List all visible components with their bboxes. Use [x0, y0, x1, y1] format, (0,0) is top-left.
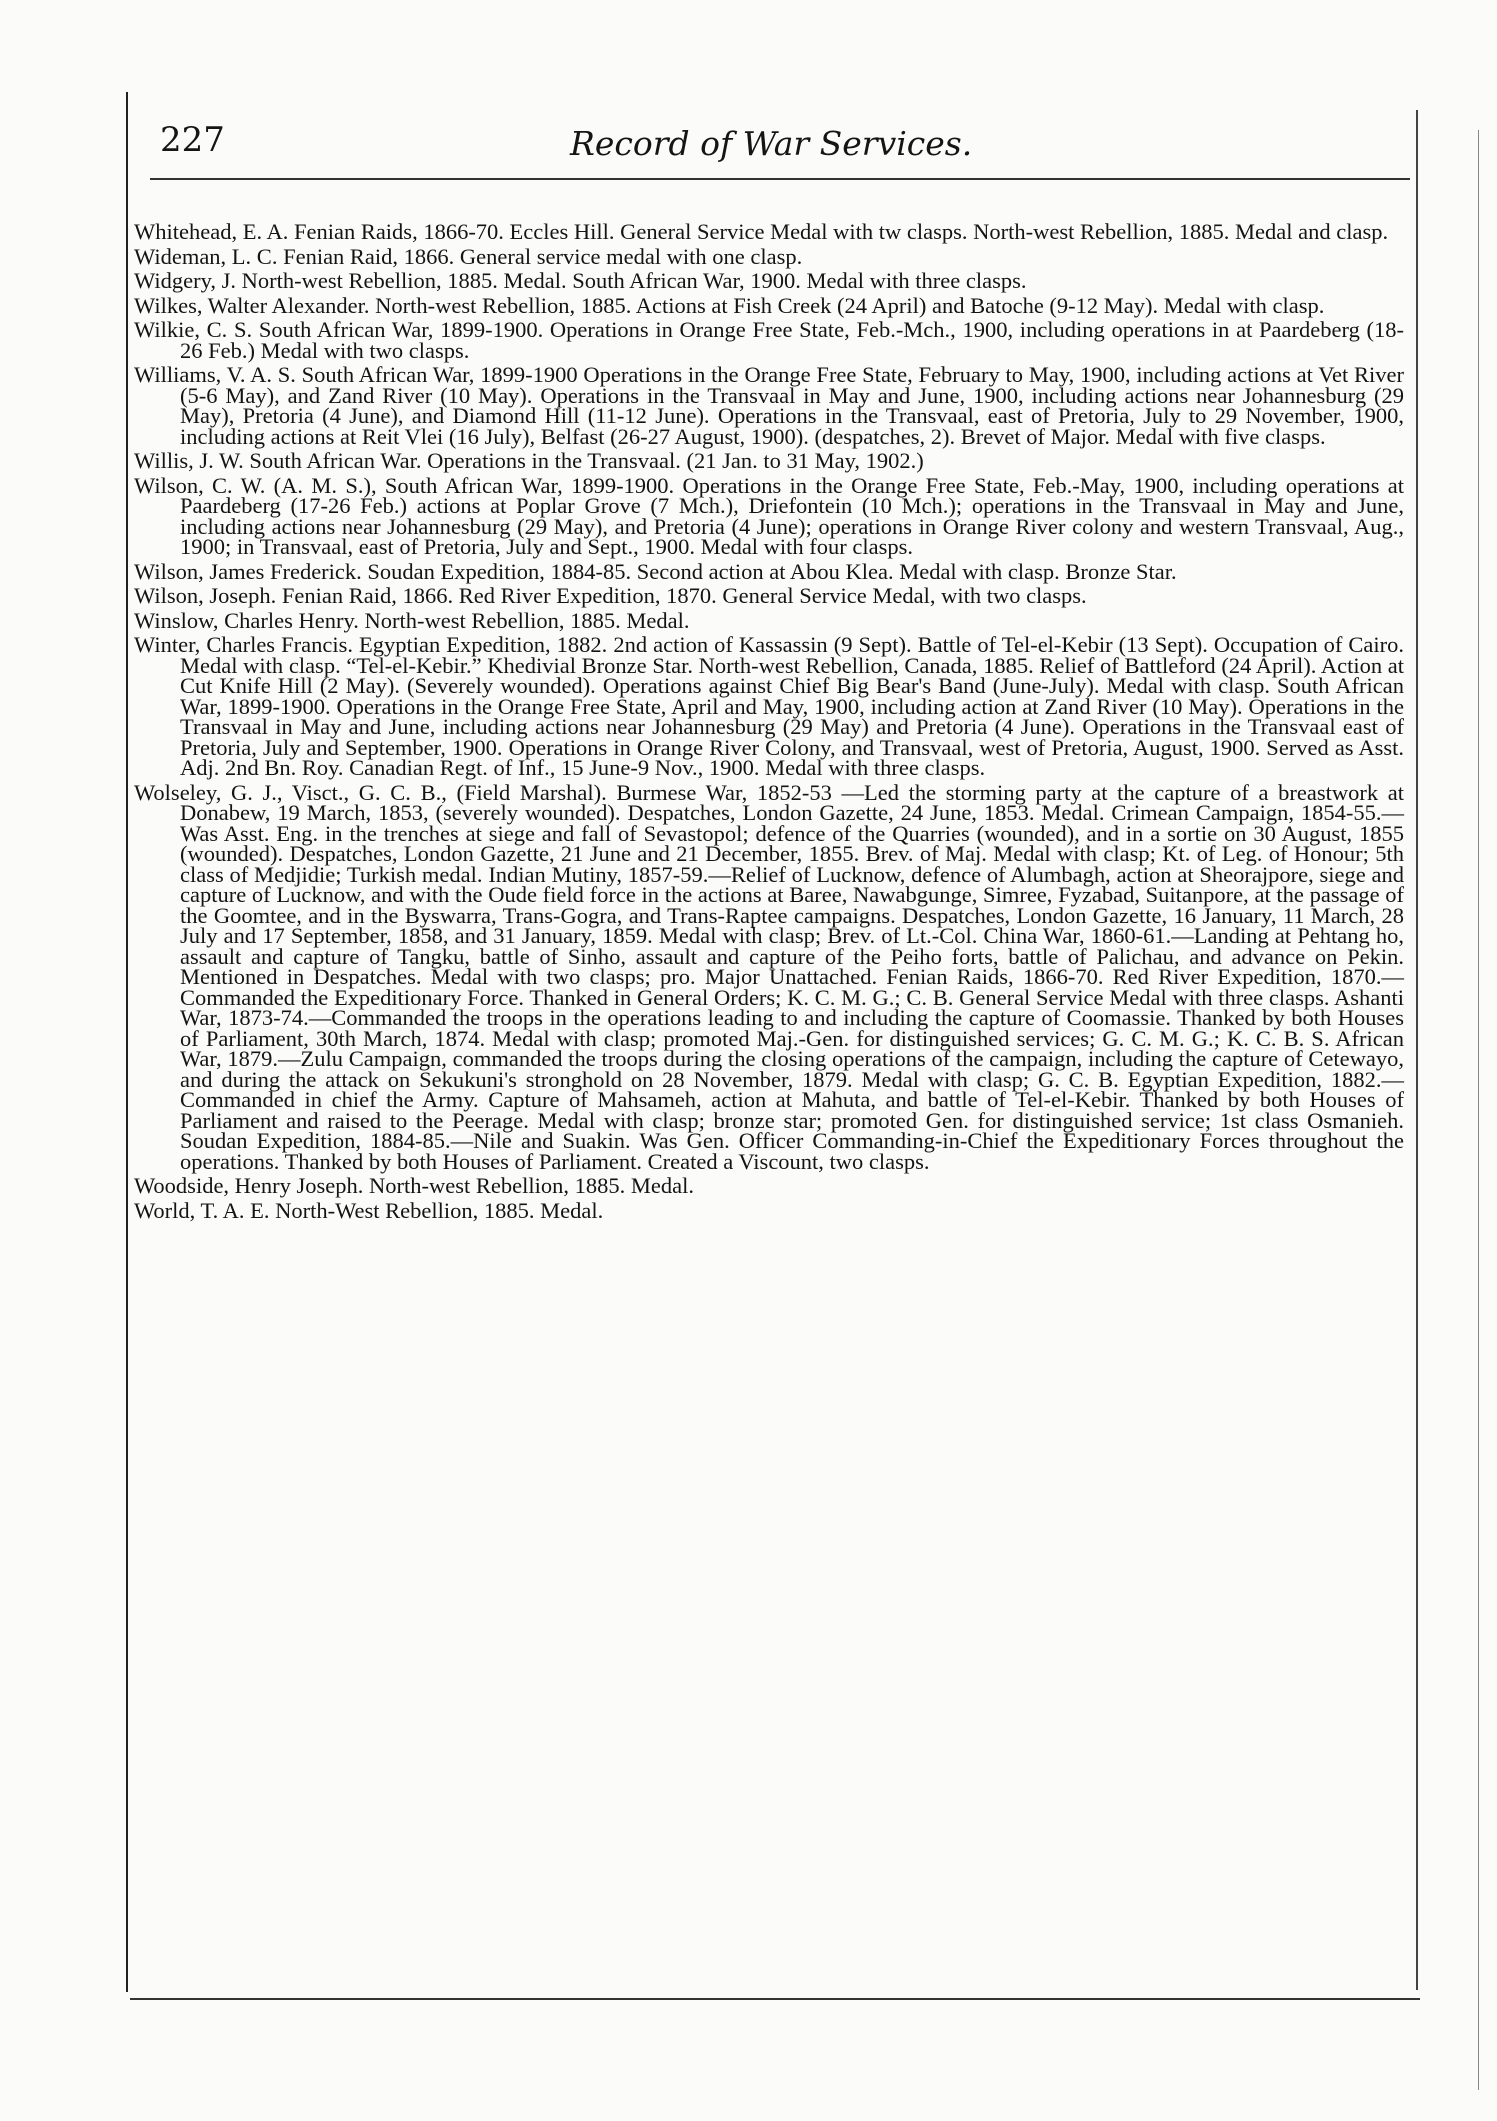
entry-name: Wilson, C. W. (A. M. S.), — [134, 472, 377, 498]
entry-name: Wilson, James Frederick. — [134, 558, 362, 584]
entry-text: Soudan Expedition, 1884-85. Second action at Abou Klea. Medal with clasp. Bronze Star. — [367, 558, 1177, 584]
entry-name: Wolseley, G. J., Visct., G. C. B., (Field Marshal). — [134, 779, 607, 805]
entry-text: South African War, 1899-1900 Operations in the Orange Free State, February to May, 1900, including actions at Vet River (5-6 May), and Zand River (10 May). Operations in the Transvaal in May and June, 1900, including actions near Johannesburg (29 May), Pretoria (4 June), and Diamond Hill (11-12 June). Operations in the Transvaal, east of Pretoria, July to 29 November, 1900, including actions at Reit Vlei (16 July), Belfast (26-27 August, 1900). (despatches, 2). Brevet of Major. Medal with five clasps. — [180, 362, 1405, 449]
entry-wideman — [134, 243, 1404, 269]
entry-name: Wilkes, Walter Alexander. — [134, 292, 370, 318]
entry-winter — [134, 632, 1405, 780]
entry-text: Burmese War, 1852-53 —Led the storming party at the capture of a breastwork at Donabew, 19 March, 1853, (severely wounded). Despatches, London Gazette, 24 June, 1853. Medal. Crimean Campaign, 1854-55.—Was Asst. Eng. in the trenches at siege and fall of Sevastopol; defence of the Quarries (wounded), and in a sortie on 30 August, 1855 (wounded). Despatches, London Gazette, 21 June and 21 December, 1855. Brev. of Maj. Medal with clasp; Kt. of Leg. of Honour; 5th class of Medjidie; Turkish medal. Indian Mutiny, 1857-59.—Relief of Lucknow, defence of Alumbagh, action at Sheorajpore, siege and capture of Lucknow, and with the Oude field force in the actions at Baree, Nawabgunge, Simree, Fyzabad, Suitanpore, at the passage of the Goomtee, and in the Byswarra, Trans-Gogra, and Trans-Raptee campaigns. Despatches, London Gazette, 16 January, 11 March, 28 July and 17 September, 1858, and 31 January, 1859. Medal with clasp; Brev. of Lt.-Col. China War, 1860-61.—Landing at Pehtang ho, assault and capture of Tangku, battle of Sinho, assault and capture of the Peiho forts, battle of Palichau, and advance on Pekin. Mentioned in Despatches. Medal with two clasps; pro. Major Unattached. Fenian Raids, 1866-70. Red River Expedition, 1870.—Commanded the Expeditionary Force. Thanked in General Orders; K. C. M. G.; C. B. General Service Medal with three clasps. Ashanti War, 1873-74.—Commanded the troops in the operations leading to and including the capture of Coomassie. Thanked by both Houses of Parliament, 30th March, 1874. Medal with clasp; promoted Maj.-Gen. for distinguished services; G. C. M. G.; K. C. B. S. African War, 1879.—Zulu Campaign, commanded the troops during the closing operations of the campaign, including the capture of Cetewayo, and during the attack on Sekukuni's stronghold on 28 November, 1879. Medal with clasp; G. C. B. Egyptian Expedition, 1882.—Commanded in chief the Army. Capture of Mahsameh, action at Mahuta, and battle of Tel-el-Kebir. Thanked by both Houses of Parliament and raised to the Peerage. Medal with clasp; bronze star; promoted Gen. for distinguished service; 1st class Osmanieh. Soudan Expedition, 1884-85.—Nile and Suakin. Was Gen. Officer Commanding-in-Chief the Expeditionary Forces throughout the operations. Thanked by both Houses of Parliament. Created a Viscount, two clasps. — [180, 779, 1404, 1174]
entry-name: World, T. A. E. — [134, 1197, 270, 1223]
entry-text: North-west Rebellion, 1885. Medal. — [369, 1173, 694, 1198]
right-margin-line — [1416, 110, 1418, 1990]
left-margin-line — [126, 92, 128, 1992]
entry-name: Wilson, Joseph. — [134, 583, 277, 608]
entry-text: Egyptian Expedition, 1882. 2nd action of Kassassin (9 Sept). Battle of Tel-el-Kebir (13 Sept). Occupation of Cairo. Medal with clasp. “Tel-el-Kebir.” Khedivial Bronze Star. North-west Rebellion, Canada, 1885. Relief of Battleford (24 April). Action at Cut Knife Hill (2 May). (Severely wounded). Operations against Chief Big Bear's Band (June-July). Medal with clasp. South African War, 1899-1900. Operations in the Orange Free State, April and May, 1900, including action at Zand River (10 May). Operations in the Transvaal in May and June, including actions near Johannesburg (29 May) and Pretoria (4 June). Operations in the Transvaal east of Pretoria, July and September, 1900. Operations in Orange River Colony, and Transvaal, west of Pretoria, August, 1900. Served as Asst. Adj. 2nd Bn. Roy. Canadian Regt. of Inf., 15 June-9 Nov., 1900. Medal with three clasps. — [180, 632, 1405, 780]
entry-world — [134, 1197, 1404, 1223]
entry-name: Willis, J. W. — [134, 448, 244, 473]
header-rule — [150, 178, 1410, 180]
entry-text: North-west Rebellion, 1885. Medal. — [364, 607, 690, 633]
entry-name: Whitehead, E. A. — [134, 219, 289, 244]
entry-williams — [134, 362, 1405, 449]
entry-wilson-joseph — [134, 583, 1404, 608]
entry-name: Winslow, Charles Henry. — [134, 607, 359, 633]
entry-text: South African War, 1899-1900. Operations in Orange Free State, Feb.-Mch., 1900, including operations in at Paardeberg (18-26 Feb.) Medal with two clasps. — [180, 317, 1405, 363]
entry-winslow — [134, 607, 1404, 633]
entry-wolseley — [134, 779, 1404, 1174]
entry-name: Williams, V. A. S. — [134, 362, 296, 387]
entry-text: Fenian Raids, 1866-70. Eccles Hill. General Service Medal with tw clasps. North-west Rebellion, 1885. Medal and clasp. — [293, 219, 1389, 244]
entry-wilson-c-w — [134, 472, 1405, 559]
entry-wilkes — [134, 292, 1404, 318]
entry-woodside — [134, 1173, 1404, 1198]
entry-name: Winter, Charles Francis. — [134, 632, 353, 657]
page-edge-line — [1478, 130, 1479, 2090]
entry-text: North-West Rebellion, 1885. Medal. — [275, 1197, 604, 1223]
entry-text: Fenian Raid, 1866. Red River Expedition, 1870. General Service Medal, with two clasps. — [281, 583, 1087, 608]
entry-name: Widgery, J. — [134, 268, 236, 293]
entry-text: North-west Rebellion, 1885. Medal. South African War, 1900. Medal with three clasps. — [241, 268, 1027, 293]
entry-text: South African War, 1899-1900. Operations in the Orange Free State, Feb.-May, 1900, including operations at Paardeberg (17-26 Feb.) actions at Poplar Grove (7 Mch.), Driefontein (10 Mch.); operations in the Transvaal in May and June, including actions near Johannesburg (29 May), and Pretoria (4 June); operations in Orange River colony and western Transvaal, Aug., 1900; in Transvaal, east of Pretoria, July and Sept., 1900. Medal with four clasps. — [180, 472, 1405, 559]
entry-name: Woodside, Henry Joseph. — [134, 1173, 364, 1198]
page-number: 227 — [160, 120, 225, 160]
entry-list — [134, 219, 1405, 1225]
entry-text: South African War. Operations in the Transvaal. (21 Jan. to 31 May, 1902.) — [249, 448, 924, 473]
entry-widgery — [134, 268, 1404, 293]
entry-text: Fenian Raid, 1866. General service medal with one clasp. — [283, 243, 803, 269]
entry-wilson-james — [134, 558, 1404, 584]
page-header — [150, 112, 1420, 172]
entry-whitehead — [134, 219, 1404, 244]
running-title: Record of War Services. — [570, 124, 973, 163]
entry-wilkie — [134, 317, 1405, 363]
footer-rule — [130, 1998, 1420, 2000]
entry-name: Wideman, L. C. — [134, 243, 278, 269]
entry-text: North-west Rebellion, 1885. Actions at Fish Creek (24 April) and Batoche (9-12 May). Medal with clasp. — [375, 292, 1325, 318]
entry-name: Wilkie, C. S. — [134, 317, 253, 342]
entry-willis — [134, 448, 1404, 473]
